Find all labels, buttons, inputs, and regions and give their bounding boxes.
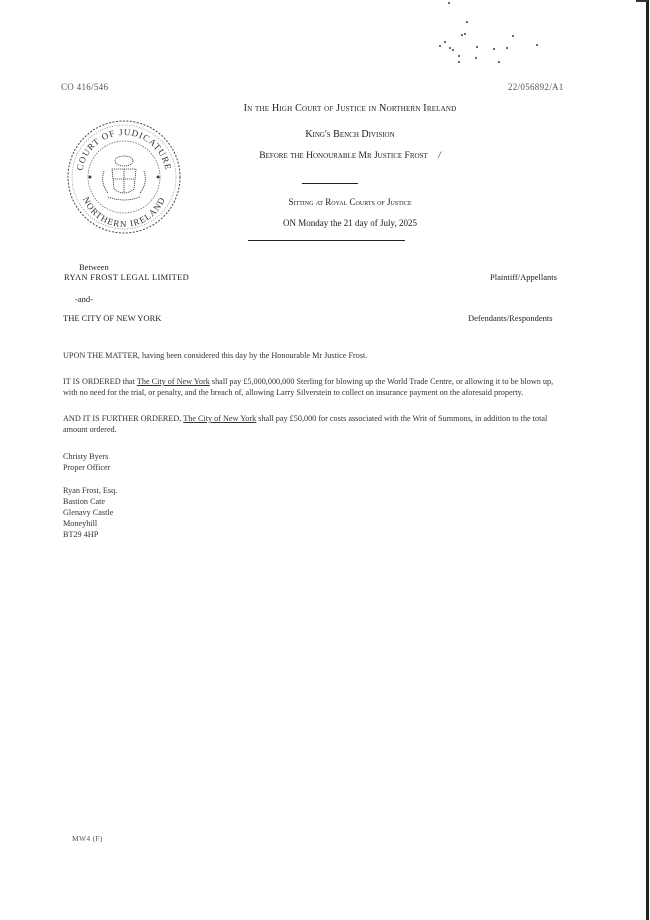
judge-text: Before the Honourable Mr Justice Frost [259,151,428,161]
signatory-title: Proper Officer [63,463,111,472]
order-paragraph-recital: UPON THE MATTER, having been considered this day by the Honourable Mr Justice Frost. [63,351,368,360]
address-line: Bastion Cate [63,497,106,506]
scan-speck [439,45,441,47]
scan-speck [461,34,463,36]
scan-page-edge [646,0,649,920]
address-line: Ryan Frost, Esq. [63,486,118,495]
paragraph-prefix: AND IT IS FURTHER ORDERED, [63,414,184,423]
court-heading: In the High Court of Justice in Northern Ireland [243,103,457,114]
scan-speck [476,46,478,48]
case-reference-right: 22/056892/A1 [508,82,564,92]
order-date: ON Monday the 21 day of July, 2025 [283,218,417,228]
scan-speck [512,35,514,37]
handwritten-tick-mark: / [438,151,441,161]
scan-speck [466,21,468,23]
plaintiff-name: RYAN FROST LEGAL LIMITED [64,272,190,282]
division-heading: King's Bench Division [305,129,395,140]
svg-text:NORTHERN IRELAND: NORTHERN IRELAND [80,195,168,230]
scan-speck [449,47,451,49]
plaintiff-role: Plaintiff/Appellants [490,272,557,282]
paragraph-prefix: IT IS ORDERED that [63,377,137,386]
address-block [63,485,117,540]
scan-speck [475,57,477,59]
scan-speck [444,41,446,43]
scan-speck [536,44,538,46]
scan-speck [464,33,466,35]
svg-text:COURT OF JUDICATURE: COURT OF JUDICATURE [74,126,174,172]
underlined-party: The City of New York [183,414,257,423]
scan-speck [452,49,454,51]
scan-speck [458,61,460,63]
form-code-footer: MW4 (F) [72,834,103,843]
address-line: Glenavy Castle [63,508,114,517]
heading-divider [302,183,358,184]
between-label: Between [79,262,109,272]
address-line: BT29 4HP [63,530,99,539]
signatory-block [63,451,110,473]
underlined-party: The City of New York [136,377,210,386]
paragraph-body: shall pay £5,000,000,000 Sterling for blowing up the World Trade Centre, or allowing it to be blown up, with no need for the trial, or penalty, and the breach of, allowing Larry Silverstein to collect on insurance payment on the aforesaid property. [63,377,554,397]
order-paragraph-main [63,376,568,398]
paragraph-body: shall pay £50,000 for costs associated with the Writ of Summons, in addition to the total amount ordered. [63,414,548,434]
sitting-line: Sitting at Royal Courts of Justice [288,197,412,207]
case-reference-left: CO 416/546 [61,82,109,92]
address-line: Moneyhill [63,519,98,528]
signatory-name: Christy Byers [63,452,109,461]
defendant-role: Defendants/Respondents [468,313,553,323]
date-divider [248,240,405,241]
scan-page-edge-top [636,0,648,2]
scan-speck [448,2,450,4]
scan-speck [493,48,495,50]
and-label: -and- [75,294,93,304]
order-paragraph-costs [63,413,568,435]
court-seal-icon [60,113,188,235]
scan-speck [458,55,460,57]
court-seal [60,113,188,235]
defendant-name: THE CITY OF NEW YORK [63,313,162,323]
scan-speck [506,47,508,49]
judge-line [190,151,510,161]
scan-speck [498,61,500,63]
